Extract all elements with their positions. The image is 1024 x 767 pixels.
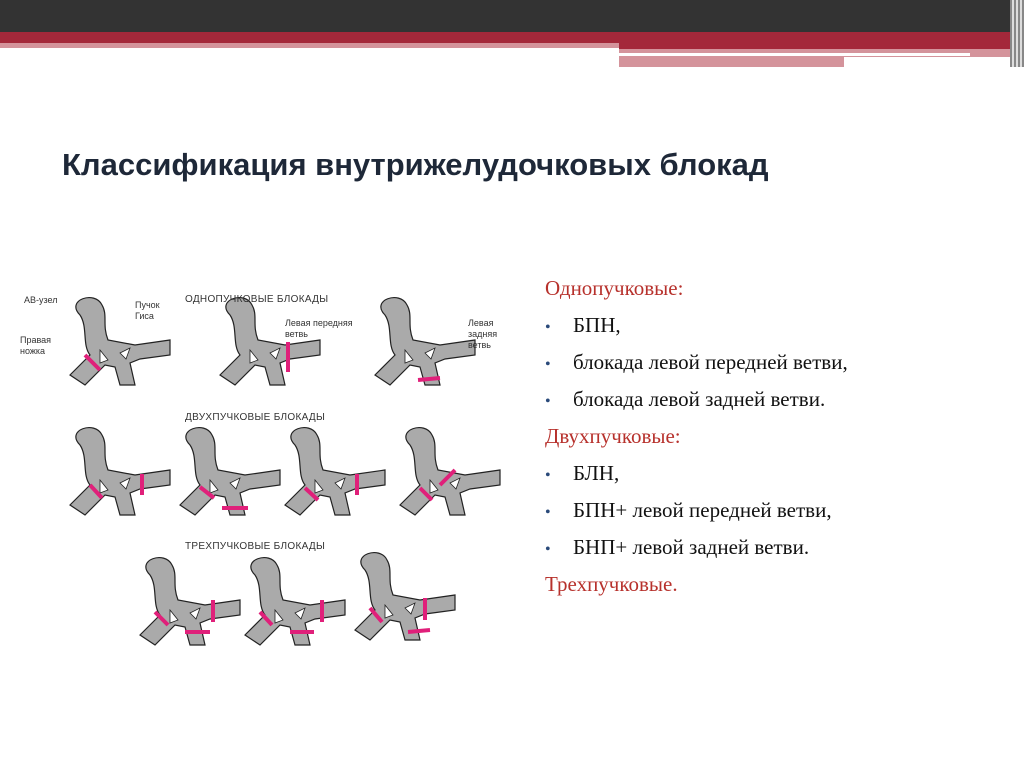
- list-item: • БПН+ левой передней ветви,: [545, 498, 832, 522]
- group-double-header: Двухпучковые:: [545, 424, 681, 448]
- list-item: • блокада левой передней ветви,: [545, 350, 848, 374]
- label-his-bundle: Пучок Гиса: [135, 300, 160, 321]
- label-av-node: АВ-узел: [24, 295, 58, 305]
- figure-single-3: [375, 298, 475, 385]
- figure-double-3: [285, 428, 385, 515]
- figure-single-2: [220, 298, 320, 385]
- list-item-text: блокада левой передней ветви,: [573, 350, 848, 374]
- figure-triple-1: [140, 558, 240, 645]
- header-stripes: [1010, 0, 1024, 67]
- list-item: • блокада левой задней ветви.: [545, 387, 826, 411]
- figure-double-1: [70, 428, 170, 515]
- list-item-text: БЛН,: [573, 461, 620, 485]
- slide-title: Классификация внутрижелудочковых блокад: [62, 147, 769, 182]
- figure-triple-2: [245, 558, 345, 645]
- list-item-text: БНП+ левой задней ветви.: [573, 535, 810, 559]
- figure-triple-3: [355, 553, 455, 640]
- group-single-header: Однопучковые:: [545, 276, 684, 300]
- header-white-line: [619, 53, 970, 56]
- group-triple-header: Трехпучковые.: [545, 572, 678, 596]
- list-item: • БЛН,: [545, 461, 620, 485]
- section-double: ДВУХПУЧКОВЫЕ БЛОКАДЫ: [185, 412, 326, 423]
- list-item: • БПН,: [545, 313, 621, 337]
- header-pink-bar-lower: [619, 57, 844, 67]
- figure-double-2: [180, 428, 280, 515]
- section-triple: ТРЕХПУЧКОВЫЕ БЛОКАДЫ: [185, 541, 326, 552]
- figure-double-4: [400, 428, 500, 515]
- classification-list: [545, 270, 848, 603]
- list-item-text: БПН,: [573, 313, 621, 337]
- label-right-leg: Правая ножка: [20, 335, 52, 356]
- section-single: ОДНОПУЧКОВЫЕ БЛОКАДЫ: [185, 294, 329, 305]
- list-item-text: блокада левой задней ветви.: [573, 387, 826, 411]
- label-left-posterior: Левая задняя ветвь: [468, 318, 498, 350]
- list-item: • БНП+ левой задней ветви.: [545, 535, 810, 559]
- list-item-text: БПН+ левой передней ветви,: [573, 498, 832, 522]
- label-left-anterior: Левая передняя ветвь: [285, 318, 353, 339]
